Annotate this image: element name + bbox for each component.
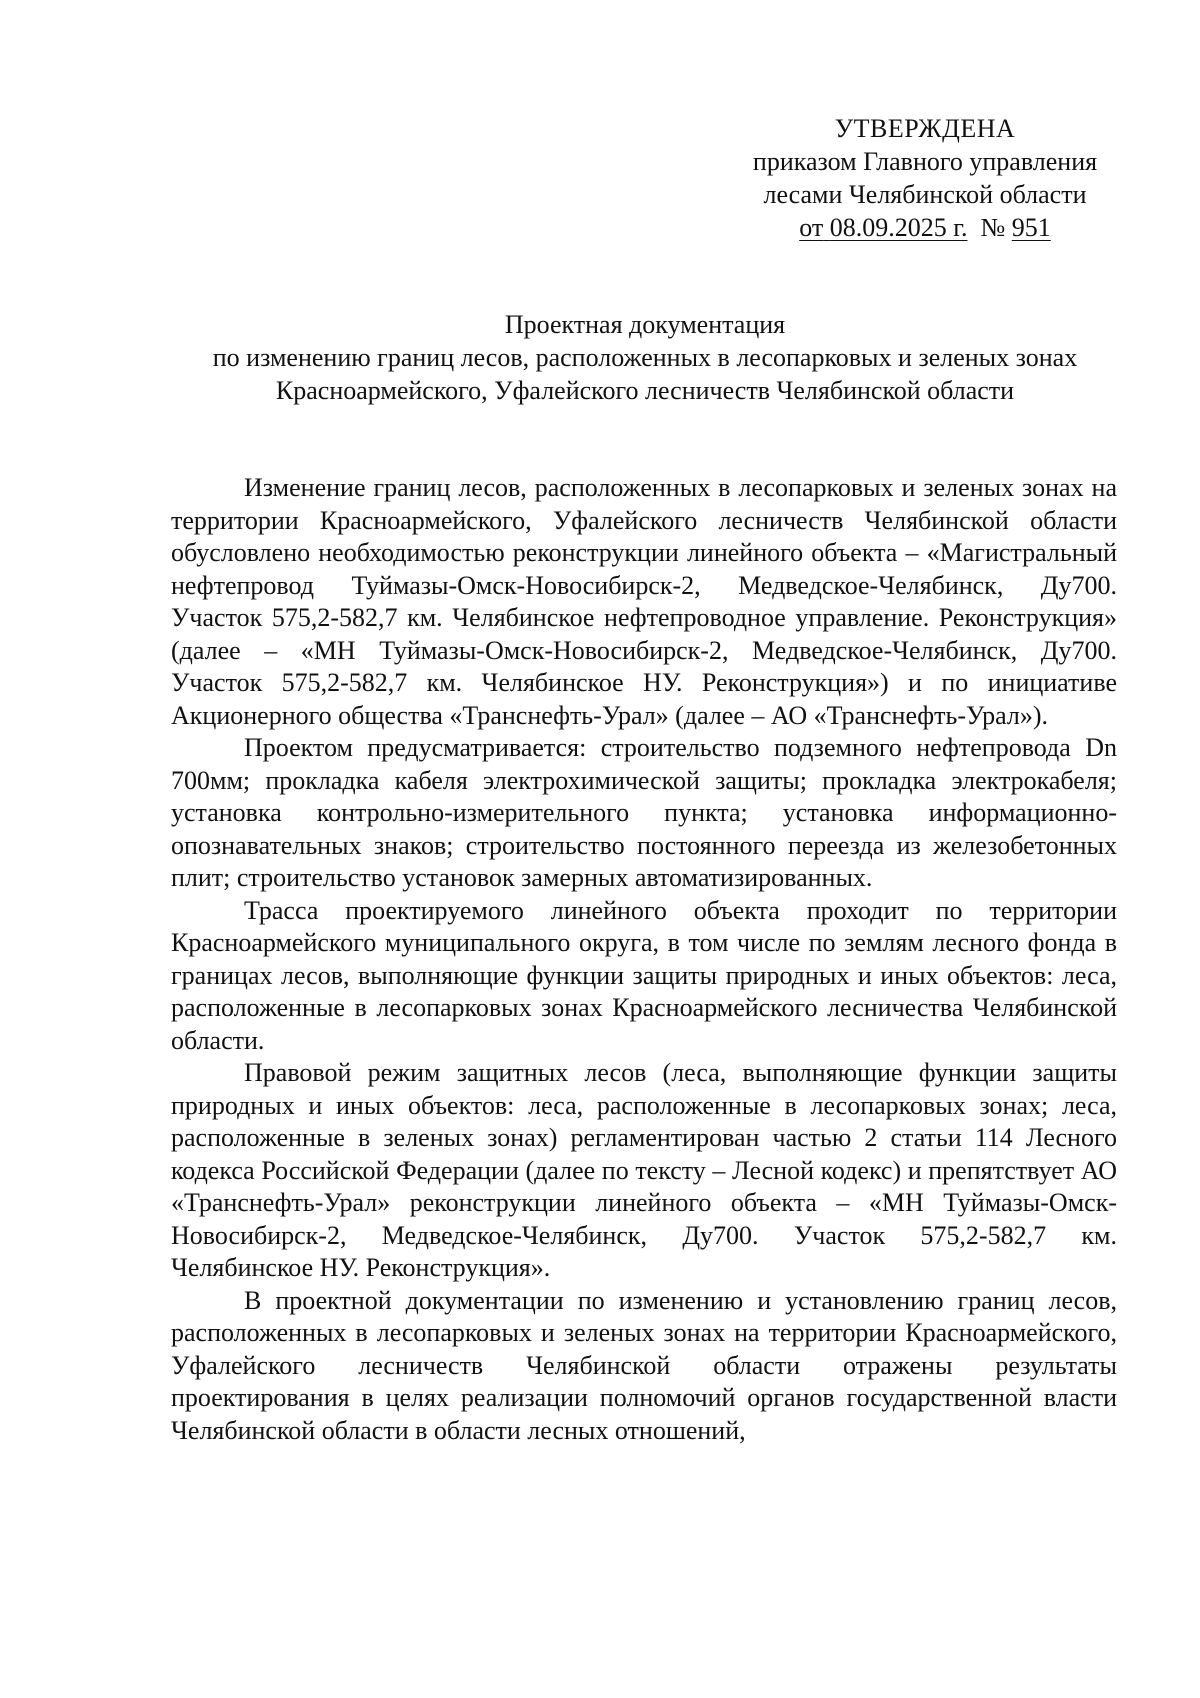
approval-block <box>725 112 1125 244</box>
approval-date: 08.09.2025 г. <box>829 213 968 242</box>
approval-date-prefix: от <box>799 213 824 242</box>
paragraph-3: Трасса проектируемого линейного объекта проходит по территории Красноармейского муниципального округа, в том числе по землям лесного фонда в границах лесов, выполняющие функции защиты природных и иных объектов: леса, расположенные в лесопарковых зонах Красноармейского лесничества Челябинской области. <box>171 895 1117 1055</box>
approval-line-1: приказом Главного управления <box>752 147 1098 176</box>
title-line-2: по изменению границ лесов, расположенных в лесопарковых и зеленых зонах <box>212 343 1078 372</box>
paragraph-2: Проектом предусматривается: строительство подземного нефтепровода Dn 700мм; прокладка кабеля электрохимической защиты; прокладка электрокабеля; установка контрольно-измерительного пункта; установка информационно-опознавательных знаков; строительство постоянного переезда из железобетонных плит; строительство установок замерных автоматизированных. <box>171 733 1117 892</box>
paragraph-4: Правовой режим защитных лесов (леса, выполняющие функции защиты природных и иных объектов: леса, расположенные в лесопарковых зонах; леса, расположенные в зеленых зонах) регламентирован частью 2 статьи 114 Лесного кодекса Российской Федерации (далее по тексту – Лесной кодекс) и препятствует АО «Транснефть-Урал» реконструкции линейного объекта – «МН Туймазы-Омск-Новосибирск-2, Медведское-Челябинск, Ду700. Участок 575,2-582,7 км. Челябинское НУ. Реконструкция». <box>171 1058 1117 1282</box>
approval-number: 951 <box>1011 213 1051 242</box>
title-line-1: Проектная документация <box>504 310 786 339</box>
approval-heading: УТВЕРЖДЕНА <box>834 114 1016 143</box>
paragraph-1: Изменение границ лесов, расположенных в лесопарковых и зеленых зонах на территории Красноармейского, Уфалейского лесничеств Челябинской области обусловлено необходимостью реконструкции линейного объекта – «Магистральный нефтепровод Туймазы-Омск-Новосибирск-2, Медведское-Челябинск, Ду700. Участок 575,2-582,7 км. Челябинское нефтепроводное управление. Реконструкция» (далее – «МН Туймазы-Омск-Новосибирск-2, Медведское-Челябинск, Ду700. Участок 575,2-582,7 км. Челябинское НУ. Реконструкция») и по инициативе Акционерного общества «Транснефть-Урал» (далее – АО «Транснефть-Урал»). <box>171 473 1117 730</box>
title-line-3: Красноармейского, Уфалейского лесничеств Челябинской области <box>275 376 1015 405</box>
paragraph-5: В проектной документации по изменению и установлению границ лесов, расположенных в лесопарковых и зеленых зонах на территории Красноармейского, Уфалейского лесничеств Челябинской области отражены результаты проектирования в целях реализации полномочий органов государственной власти Челябинской области в области лесных отношений, <box>171 1285 1117 1445</box>
document-title <box>160 308 1130 407</box>
document-body <box>171 472 1117 1447</box>
approval-line-2: лесами Челябинской области <box>763 180 1087 209</box>
approval-order-line <box>725 211 1125 244</box>
approval-number-sign: № <box>980 213 1006 242</box>
